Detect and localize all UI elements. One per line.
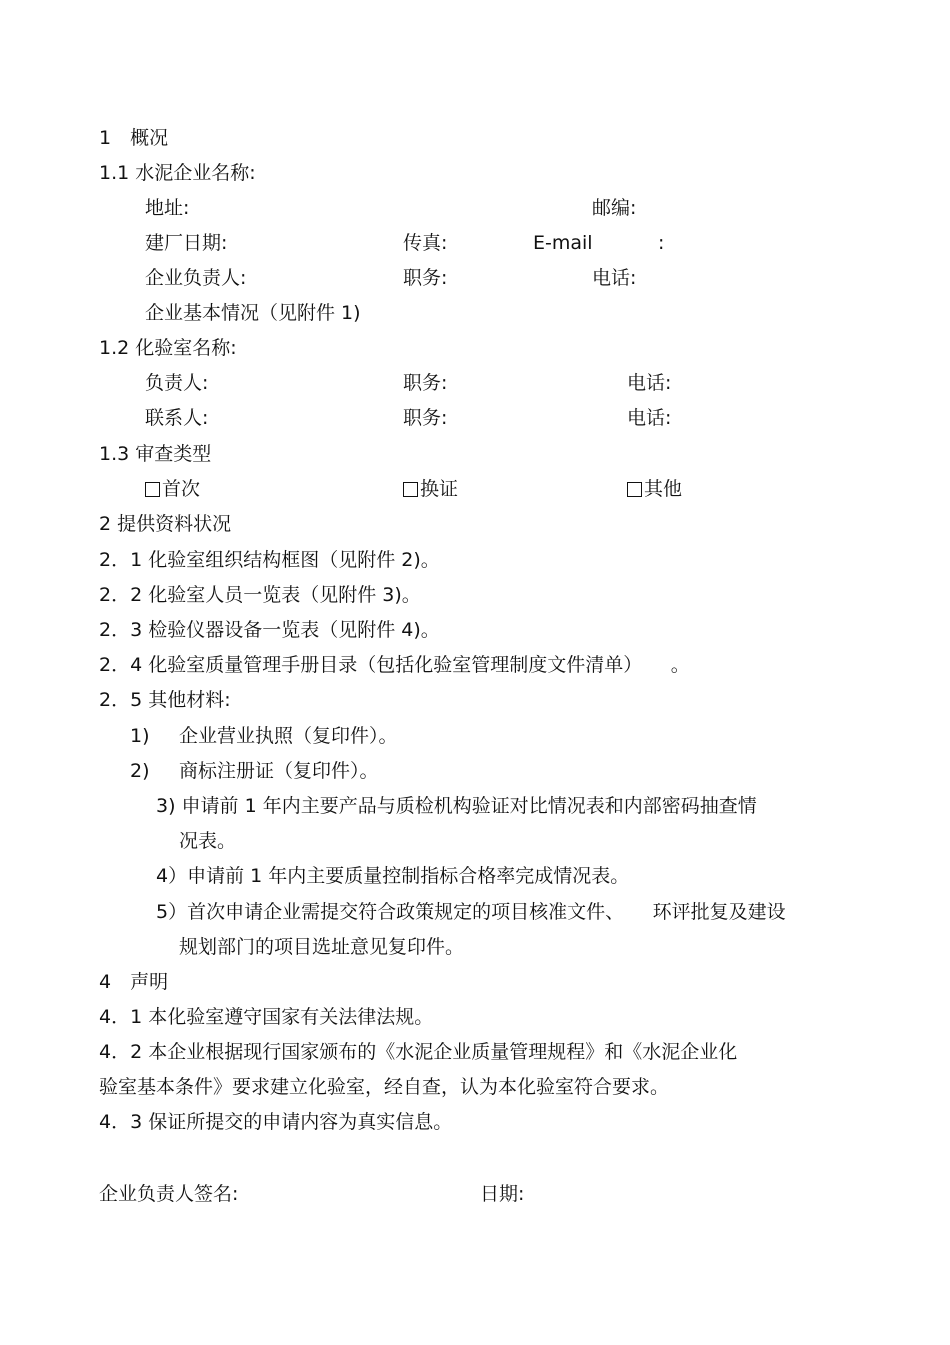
section-2-item-4: 2．4 化验室质量管理手册目录（包括化验室管理制度文件清单） 。 (99, 654, 690, 676)
review-type-other[interactable] (627, 474, 682, 504)
lab-head-phone-label: 电话: (627, 372, 672, 394)
sub-item-3-line-2: 况表。 (179, 830, 237, 852)
section-2-item-2: 2．2 化验室人员一览表（见附件 3)。 (99, 584, 421, 606)
enterprise-leader-label: 企业负责人: (145, 267, 247, 289)
review-type-first-label: 首次 (162, 478, 201, 500)
review-type-renew-label: 换证 (420, 478, 459, 500)
signature-date-label: 日期: (480, 1183, 525, 1205)
lab-contact-phone-label: 电话: (627, 407, 672, 429)
checkbox-renew[interactable] (403, 482, 418, 497)
review-type-first[interactable] (145, 474, 200, 504)
section-4-item-2-line-1: 4．2 本企业根据现行国家颁布的《水泥企业质量管理规程》和《水泥企业化 (99, 1041, 738, 1063)
lab-head-title-label: 职务: (403, 372, 448, 394)
section-4-item-2-line-2: 验室基本条件》要求建立化验室，经自查，认为本化验室符合要求。 (99, 1076, 670, 1098)
section-4-item-1: 4．1 本化验室遵守国家有关法律法规。 (99, 1006, 434, 1028)
section-4-heading: 4 声明 (99, 971, 169, 993)
lab-contact-title-label: 职务: (403, 407, 448, 429)
sub-item-2: 商标注册证（复印件）。 (179, 760, 379, 782)
review-type-other-label: 其他 (644, 478, 683, 500)
checkbox-other[interactable] (627, 482, 642, 497)
section-1-heading: 1 概况 (99, 127, 169, 149)
section-1-3-label: 1.3 审查类型 (99, 443, 212, 465)
sub-item-3-line-1: 3) 申请前 1 年内主要产品与质检机构验证对比情况表和内部密码抽查情 (156, 795, 757, 817)
postcode-label: 邮编: (592, 197, 637, 219)
section-1-2-label: 1.2 化验室名称: (99, 337, 237, 359)
founded-date-label: 建厂日期: (145, 232, 228, 254)
sub-item-2-number: 2) (130, 760, 150, 782)
address-label: 地址: (145, 197, 190, 219)
email-colon: : (658, 232, 665, 254)
lab-head-label: 负责人: (145, 372, 209, 394)
checkbox-first[interactable] (145, 482, 160, 497)
sub-item-1: 企业营业执照（复印件）。 (179, 725, 398, 747)
section-2-heading: 2 提供资料状况 (99, 513, 232, 535)
sub-item-4: 4）申请前 1 年内主要质量控制指标合格率完成情况表。 (156, 865, 630, 887)
sub-item-5-line-2: 规划部门的项目选址意见复印件。 (179, 936, 465, 958)
section-1-1-label: 1.1 水泥企业名称: (99, 162, 256, 184)
leader-phone-label: 电话: (592, 267, 637, 289)
basic-info-label: 企业基本情况（见附件 1) (145, 302, 361, 324)
section-2-item-1: 2．1 化验室组织结构框图（见附件 2)。 (99, 549, 440, 571)
leader-title-label: 职务: (403, 267, 448, 289)
review-type-renew[interactable] (403, 474, 458, 504)
section-4-item-3: 4．3 保证所提交的申请内容为真实信息。 (99, 1111, 453, 1133)
section-2-item-5: 2．5 其他材料: (99, 689, 231, 711)
fax-label: 传真: (403, 232, 448, 254)
signature-label: 企业负责人签名: (99, 1183, 239, 1205)
lab-contact-label: 联系人: (145, 407, 209, 429)
section-2-item-3: 2．3 检验仪器设备一览表（见附件 4)。 (99, 619, 440, 641)
sub-item-5-line-1: 5）首次申请企业需提交符合政策规定的项目核准文件、 环评批复及建设 (156, 901, 786, 923)
sub-item-1-number: 1) (130, 725, 150, 747)
email-label: E-mail (533, 232, 593, 254)
